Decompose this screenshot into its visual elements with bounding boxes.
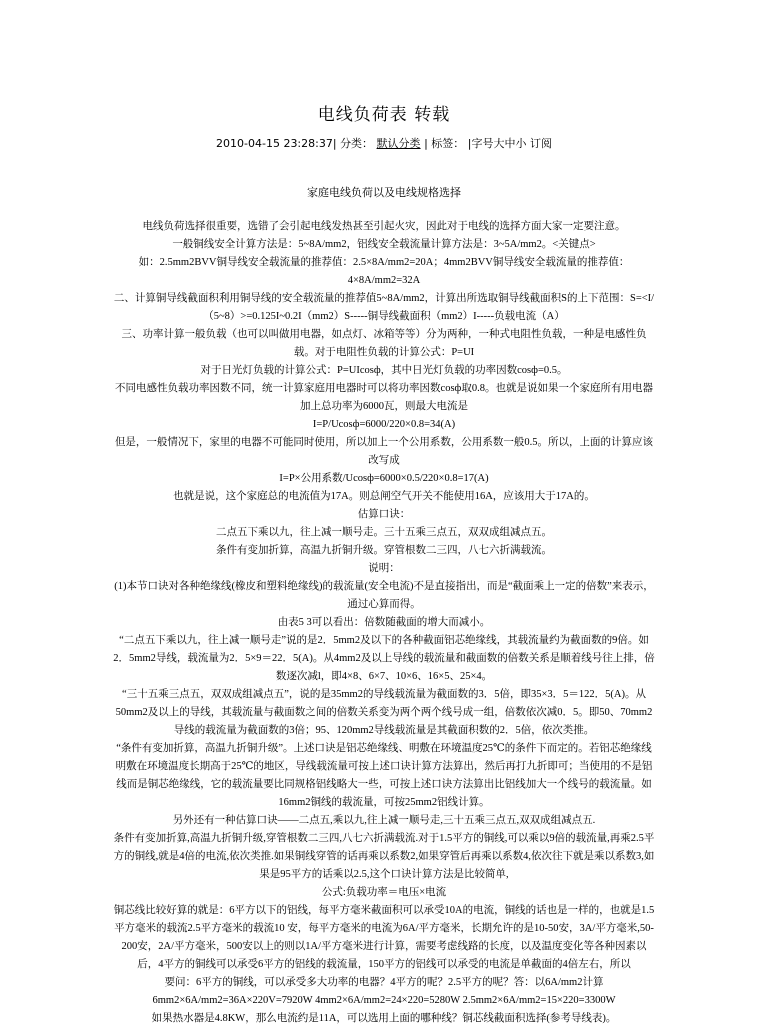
formula: I=P×公用系数/Ucosф=6000×0.5/220×0.8=17(A) — [279, 473, 489, 484]
tags-and-font-size[interactable]: 标签： |字号大中小 订阅 — [431, 137, 552, 150]
paragraph: 如：2.5mm2BVV铜导线安全载流量的推荐值：2.5×8A/mm2=20A；4mm2BVV铜导线安全载流量的推荐值：4×8A/mm2=32A — [138, 257, 630, 286]
paragraph: 另外还有一种估算口诀——二点五,乘以九,往上减一顺号走,三十五乘三点五,双双成组减点五. — [172, 815, 596, 826]
formula: 6mm2×6A/mm2=36A×220V=7920W 4mm2×6A/mm2=24×220=5280W 2.5mm2×6A/mm2=15×220=3300W — [152, 995, 616, 1006]
category-label: 分类： — [340, 137, 374, 150]
paragraph: 不同电感性负载功率因数不同，统一计算家庭用电器时可以将功率因数cosф取0.8。也就是说如果一个家庭所有用电器加上总功率为6000瓦，则最大电流是 — [115, 383, 653, 412]
paragraph: 但是，一般情况下，家里的电器不可能同时使用，所以加上一个公用系数，公用系数一般0.5。所以，上面的计算应该改写成 — [114, 437, 654, 466]
paragraph: 三、功率计算一般负载（也可以叫做用电器，如点灯、冰箱等等）分为两种，一种式电阻性负载，一种是电感性负载。对于电阻性负载的计算公式：P=UI — [121, 329, 647, 358]
post-date: 2010-04-15 23:28:37| — [216, 137, 337, 150]
formula: I=P/Ucosф=6000/220×0.8=34(A) — [312, 419, 456, 430]
mnemonic-line: 条件有变加折算，高温九折铜升级。穿管根数二三四，八七六折满载流。 — [216, 545, 552, 556]
article-body — [112, 218, 656, 1028]
paragraph: 一般铜线安全计算方法是：5~8A/mm2，铝线安全载流量计算方法是：3~5A/mm2。<关键点> — [172, 239, 596, 250]
meta-separator: | — [424, 137, 428, 150]
paragraph: 电线负荷选择很重要，选错了会引起电线发热甚至引起火灾，因此对于电线的选择方面大家一定要注意。 — [142, 221, 626, 232]
paragraph-heading: 估算口诀： — [357, 509, 411, 520]
category-link[interactable]: 默认分类 — [376, 137, 421, 150]
paragraph: “条件有变加折算，高温九折铜升级”。上述口诀是铝芯绝缘线、明敷在环境温度25℃的条件下而定的。若铝芯绝缘线明敷在环境温度长期高于25℃的地区，导线载流量可按上述口诀计算方法算出，然后再打九折即可；当使用的不是铝线而是铜芯绝缘线，它的载流量要比同规格铝线略大一些，可按上述口诀方法算出比铝线加大一个线号的载流量。如16mm2铜线的载流量，可按25mm2铝线计算。 — [115, 743, 653, 808]
paragraph: 铜芯线比较好算的就是：6平方以下的铝线，每平方毫米截面积可以承受10A的电流，铜线的话也是一样的，也就是1.5平方毫米的载流2.5平方毫米的载流10 安，每平方毫米的电流为6A/平方毫米，长期允许的是10-50安，3A/平方毫米,50-200安，2A/平方毫米，500安以上的则以1A/平方毫米进行计算，需要考虑线路的长度，以及温度变化等各种因素以后，4平方的铜线可以承受6平方的铝线的载流量，150平方的铝线可以承受的电流是单截面的4倍左右，所以 — [113, 905, 655, 970]
mnemonic-line: 二点五下乘以九，往上减一顺号走。三十五乘三点五，双双成组减点五。 — [216, 527, 552, 538]
paragraph: 条件有变加折算,高温九折铜升级,穿管根数二三四,八七六折满载流.对于1.5平方的铜线,可以乘以9倍的载流量,再乘2.5平方的铜线,就是4倍的电流,依次类推.如果铜线穿管的话再乘以系数2,如果穿管后再乘以系数4,依次往下就是乘以系数3,如果是95平方的话乘以2.5,这个口诀计算方法是比较简单, — [113, 833, 655, 880]
section-heading: 家庭电线负荷以及电线规格选择 — [307, 186, 461, 199]
paragraph: “三十五乘三点五，双双成组减点五”，说的是35mm2的导线载流量为截面数的3．5倍，即35×3．5＝122．5(A)。从50mm2及以上的导线，其载流量与截面数之间的倍数关系变为两个两个线号成一组，倍数依次减0．5。即50、70mm2导线的载流量为截面数的3倍；95、120mm2导线载流量是其截面积数的2．5倍，依次类推。 — [115, 689, 653, 736]
paragraph: 如果热水器是4.8KW，那么电流约是11A，可以选用上面的哪种线？铜芯线截面积选择(参考导线表)。 — [151, 1013, 617, 1024]
paragraph: (1)本节口诀对各种绝缘线(橡皮和塑料绝缘线)的载流量(安全电流)不是直接指出，而是“截面乘上一定的倍数”来表示，通过心算而得。 — [114, 581, 654, 610]
paragraph: 二、计算铜导线截面积利用铜导线的安全载流量的推荐值5~8A/mm2，计算出所选取铜导线截面积S的上下范围：S=<I/（5~8）>=0.125I~0.2I（mm2）S-----铜导线截面积（mm2）I-----负载电流（A） — [113, 293, 655, 322]
formula: 公式:负载功率＝电压×电流 — [321, 887, 447, 898]
paragraph-heading: 说明： — [368, 563, 400, 574]
paragraph: 由表5 3可以看出：倍数随截面的增大而减小。 — [277, 617, 491, 628]
page-title: 电线负荷表 转载 — [317, 105, 451, 125]
paragraph: “二点五下乘以九，往上减一顺号走”说的是2．5mm2及以下的各种截面铝芯绝缘线，其载流量约为截面数的9倍。如2．5mm2导线，载流量为2．5×9＝22．5(A)。从4mm2及以上导线的载流量和截面数的倍数关系是顺着线号往上排，倍数逐次减l，即4×8、6×7、10×6、16×5、25×4。 — [113, 635, 655, 682]
paragraph: 也就是说，这个家庭总的电流值为17A。则总闸空气开关不能使用16A，应该用大于17A的。 — [173, 491, 595, 502]
post-meta — [0, 135, 768, 151]
paragraph: 对于日光灯负载的计算公式：P=UIcosф，其中日光灯负载的功率因数cosф=0.5。 — [200, 365, 568, 376]
paragraph: 要问：6平方的铜线，可以承受多大功率的电器？4平方的呢？2.5平方的呢？答：以6A/mm2计算 — [164, 977, 604, 988]
